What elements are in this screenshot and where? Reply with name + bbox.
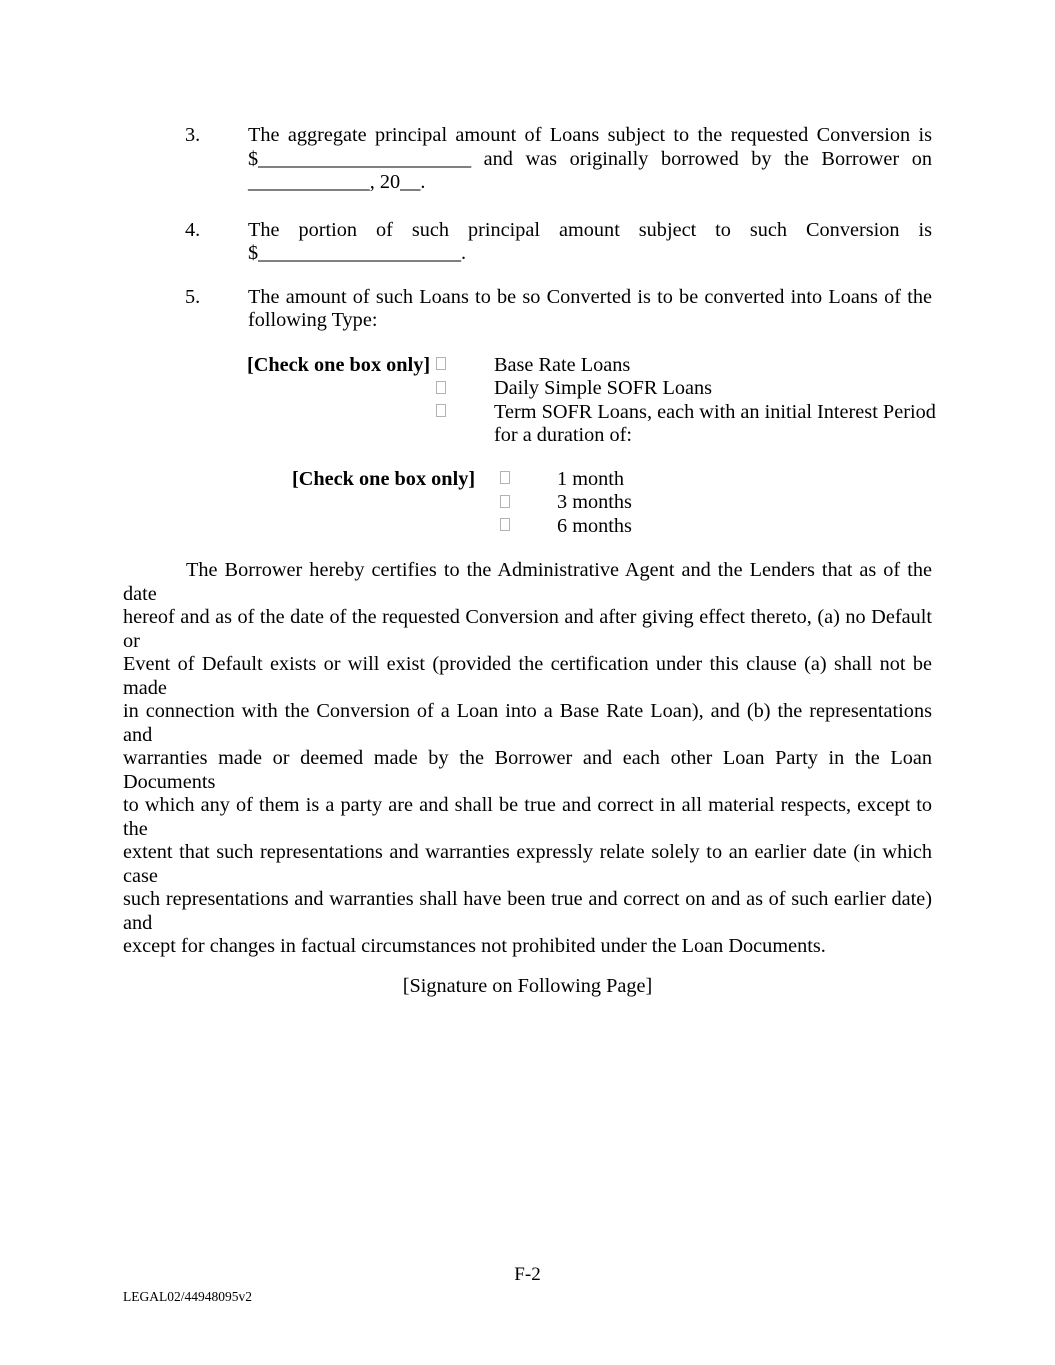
numbered-item-5 [123, 286, 932, 333]
checkbox-1-month[interactable] [500, 471, 510, 484]
item-line: The aggregate principal amount of Loans subject to the requested Conversion is [248, 124, 932, 146]
check-option-row [123, 515, 932, 539]
item-text [248, 219, 932, 266]
checkbox-3-months[interactable] [500, 495, 510, 508]
checkbox-option-label: 6 months [557, 514, 632, 537]
check-option-row [123, 491, 932, 515]
paragraph-line: such representations and warranties shall have been true and correct on and as of such earlier date) and [123, 888, 932, 934]
check-group-loan-type [123, 353, 936, 448]
paragraph-line: except for changes in factual circumstances not prohibited under the Loan Documents. [123, 935, 826, 957]
paragraph-line: Event of Default exists or will exist (provided the certification under this clause (a) shall not be made [123, 653, 932, 699]
item-text [248, 124, 932, 195]
check-option-row [123, 468, 932, 492]
item-number: 3. [185, 124, 201, 146]
checkbox-base-rate-loans[interactable] [436, 357, 446, 370]
signature-placeholder: [Signature on Following Page] [402, 974, 653, 997]
check-group-duration [123, 468, 932, 539]
check-option-row [123, 377, 932, 401]
checkbox-option-label: Term SOFR Loans, each with an initial Interest Period [494, 400, 936, 423]
checkbox-6-months[interactable] [500, 518, 510, 531]
item-line: The portion of such principal amount subject to such Conversion is [248, 218, 932, 241]
document-body [123, 124, 936, 998]
paragraph-line: warranties made or deemed made by the Borrower and each other Loan Party in the Loan Documents [123, 747, 932, 793]
page-number: F-2 [514, 1264, 541, 1285]
item-line-with-blank-field: $_____________________ and was originally borrowed by the Borrower on [248, 147, 932, 170]
paragraph-line: hereof and as of the date of the requested Conversion and after giving effect thereto, (a) no Default or [123, 606, 932, 652]
check-instruction-label: [Check one box only] [247, 353, 431, 376]
document-id: LEGAL02/44948095v2 [123, 1289, 252, 1304]
checkbox-daily-simple-sofr-loans[interactable] [436, 381, 446, 394]
paragraph-line: extent that such representations and warranties expressly relate solely to an earlier date (in which case [123, 841, 932, 887]
item-line: The amount of such Loans to be so Converted is to be converted into Loans of the [248, 285, 932, 308]
paragraph-line: to which any of them is a party are and shall be true and correct in all material respects, except to the [123, 794, 932, 840]
paragraph-line: in connection with the Conversion of a Loan into a Base Rate Loan), and (b) the representations and [123, 700, 932, 746]
item-number: 5. [185, 285, 201, 308]
option-continuation-text: for a duration of: [494, 424, 632, 446]
check-option-row [123, 400, 936, 425]
checkbox-option-label: Daily Simple SOFR Loans [494, 377, 713, 399]
certification-paragraph [123, 559, 932, 959]
item-line-with-blank-field: $____________________. [248, 242, 467, 264]
item-line: following Type: [248, 309, 378, 331]
numbered-item-4 [123, 219, 932, 266]
numbered-item-3 [123, 124, 932, 195]
checkbox-term-sofr-loans[interactable] [436, 404, 446, 417]
check-option-row [123, 354, 932, 378]
item-text [248, 286, 932, 333]
item-line-with-blank-field: ____________, 20__. [248, 171, 426, 193]
checkbox-option-label: 3 months [557, 491, 632, 513]
check-instruction-label: [Check one box only] [292, 467, 476, 490]
checkbox-option-label: Base Rate Loans [494, 353, 631, 376]
item-number: 4. [185, 218, 201, 241]
checkbox-option-label: 1 month [557, 467, 625, 490]
paragraph-line: The Borrower hereby certifies to the Administrative Agent and the Lenders that as of the date [123, 559, 932, 605]
